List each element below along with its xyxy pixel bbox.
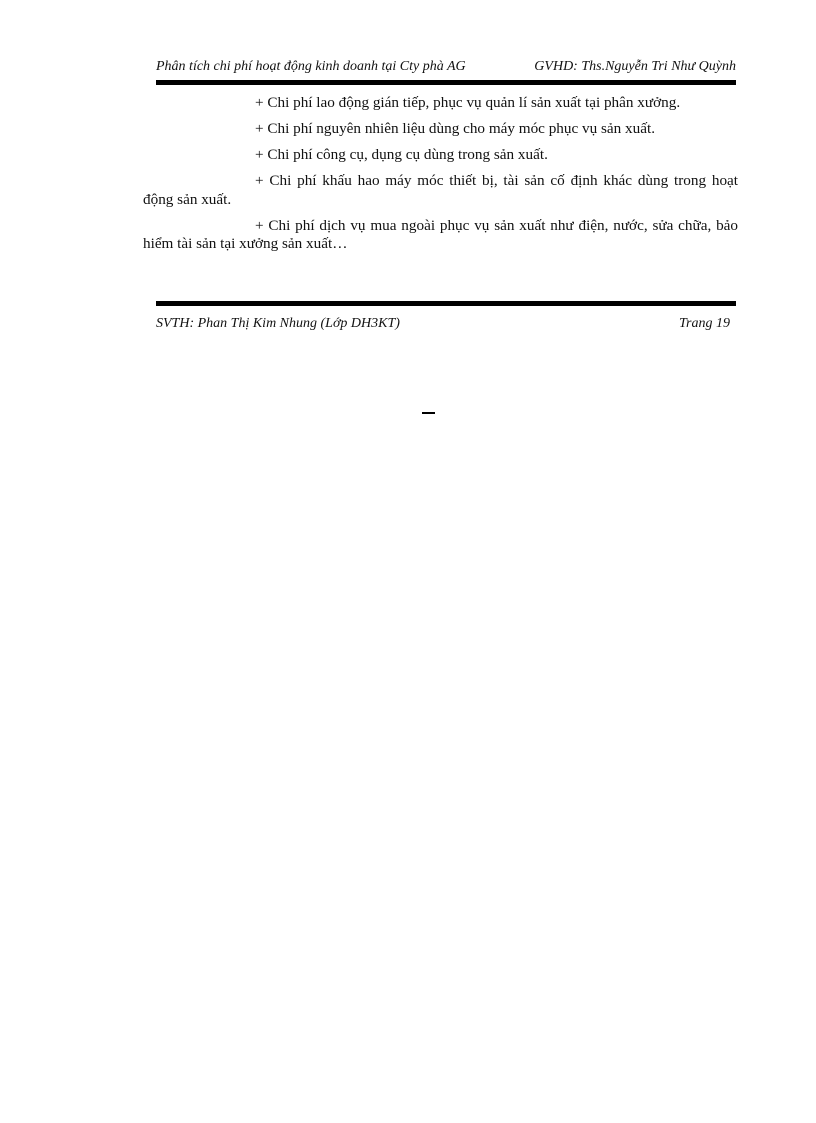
- header-supervisor: GVHD: Ths.Nguyễn Tri Như Quỳnh: [534, 59, 736, 74]
- header-rule: [156, 80, 736, 85]
- page-footer: [156, 314, 730, 334]
- paragraph-tools: + Chi phí công cụ, dụng cụ dùng trong sản xuất.: [255, 146, 548, 163]
- page-header: [156, 57, 736, 77]
- paragraph-indirect-labor: + Chi phí lao động gián tiếp, phục vụ quản lí sản xuất tại phân xưởng.: [255, 94, 681, 111]
- paragraph-fuel-materials: + Chi phí nguyên nhiên liệu dùng cho máy móc phục vụ sản xuất.: [255, 120, 655, 137]
- paragraph-outsourced-services: + Chi phí dịch vụ mua ngoài phục vụ sản xuất như điện, nước, sửa chữa, bảo hiểm tài sản tại xưởng sản xuất…: [143, 216, 738, 252]
- footer-student: SVTH: Phan Thị Kim Nhung (Lớp DH3KT): [156, 316, 400, 331]
- body-text: [143, 94, 738, 261]
- header-document-title: Phân tích chi phí hoạt động kinh doanh tại Cty phà AG: [156, 59, 466, 74]
- page-number: Trang 19: [679, 316, 730, 331]
- footer-rule: [156, 301, 736, 306]
- stray-dash-mark: [422, 412, 435, 414]
- paragraph-depreciation: + Chi phí khấu hao máy móc thiết bị, tài sản cố định khác dùng trong hoạt động sản xuất.: [143, 172, 738, 208]
